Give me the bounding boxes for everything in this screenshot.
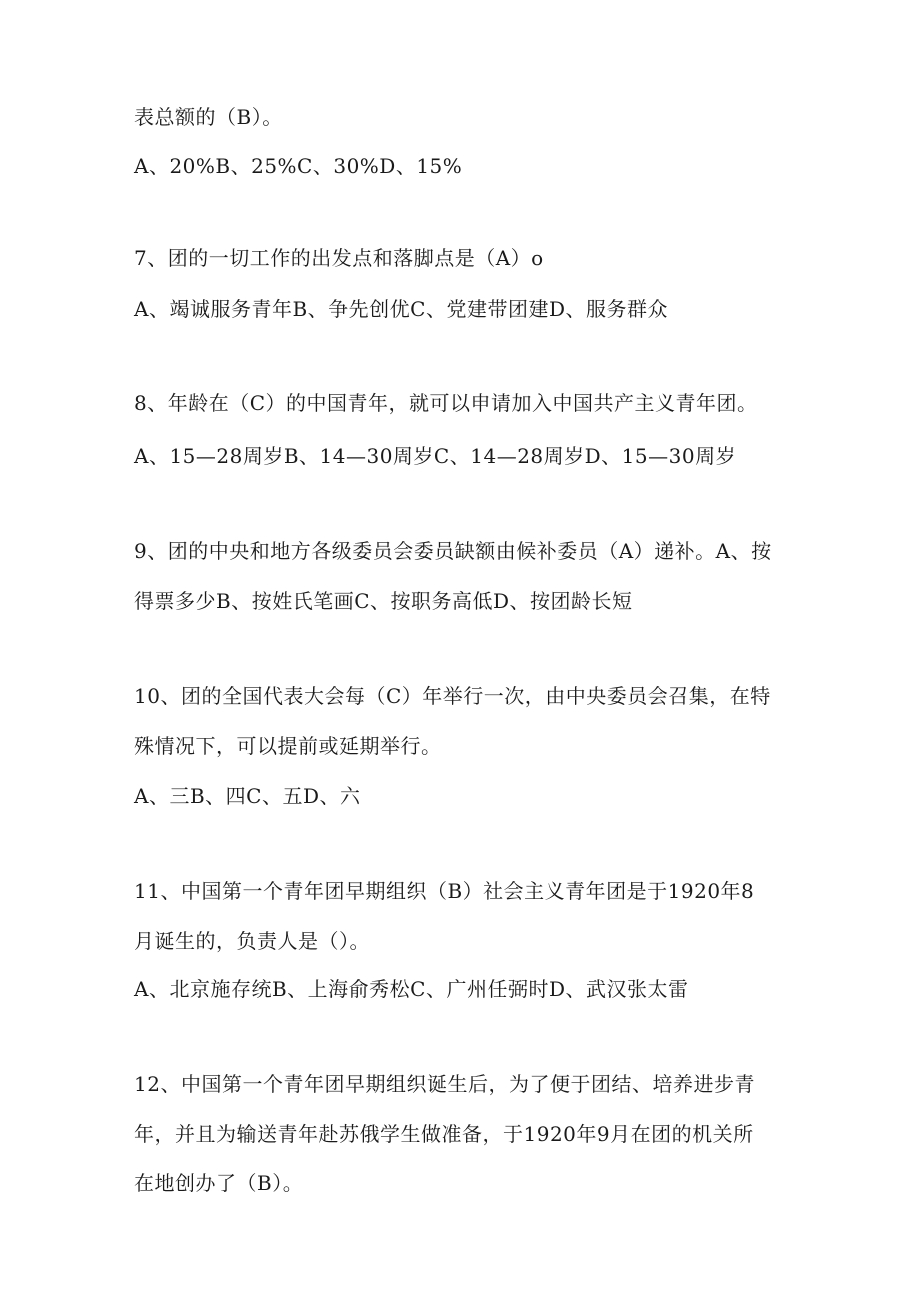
text-line: 殊情况下，可以提前或延期举行。 [134,734,442,758]
text-line: 表总额的（B）。 [134,105,283,129]
answer-options: A、20%B、25%C、30%D、15% [134,154,463,178]
question-12: 12、中国第一个青年团早期组织诞生后，为了便于团结、培养进步青 [134,1072,755,1096]
question-10: 10、团的全国代表大会每（C）年举行一次，由中央委员会召集，在特 [134,684,771,708]
text-line: 月诞生的，负责人是（）。 [134,929,370,953]
question-9: 9、团的中央和地方各级委员会委员缺额由候补委员（A）递补。A、按 [134,539,772,563]
question-8: 8、年龄在（C）的中国青年，就可以申请加入中国共产主义青年团。 [134,391,758,415]
answer-options: A、竭诚服务青年B、争先创优C、党建带团建D、服务群众 [134,297,668,321]
answer-options: A、15—28周岁B、14—30周岁C、14—28周岁D、15—30周岁 [134,444,737,468]
question-11: 11、中国第一个青年团早期组织（B）社会主义青年团是于1920年8 [134,879,755,903]
answer-options: A、北京施存统B、上海俞秀松C、广州任弼时D、武汉张太雷 [134,977,689,1001]
text-line: 年，并且为输送青年赴苏俄学生做准备，于1920年9月在团的机关所 [134,1122,754,1146]
text-line: 得票多少B、按姓氏笔画C、按职务高低D、按团龄长短 [134,589,633,613]
question-7: 7、团的一切工作的出发点和落脚点是（A）o [134,246,544,270]
text-line: 在地创办了（B）。 [134,1171,304,1195]
answer-options: A、三B、四C、五D、六 [134,784,361,808]
